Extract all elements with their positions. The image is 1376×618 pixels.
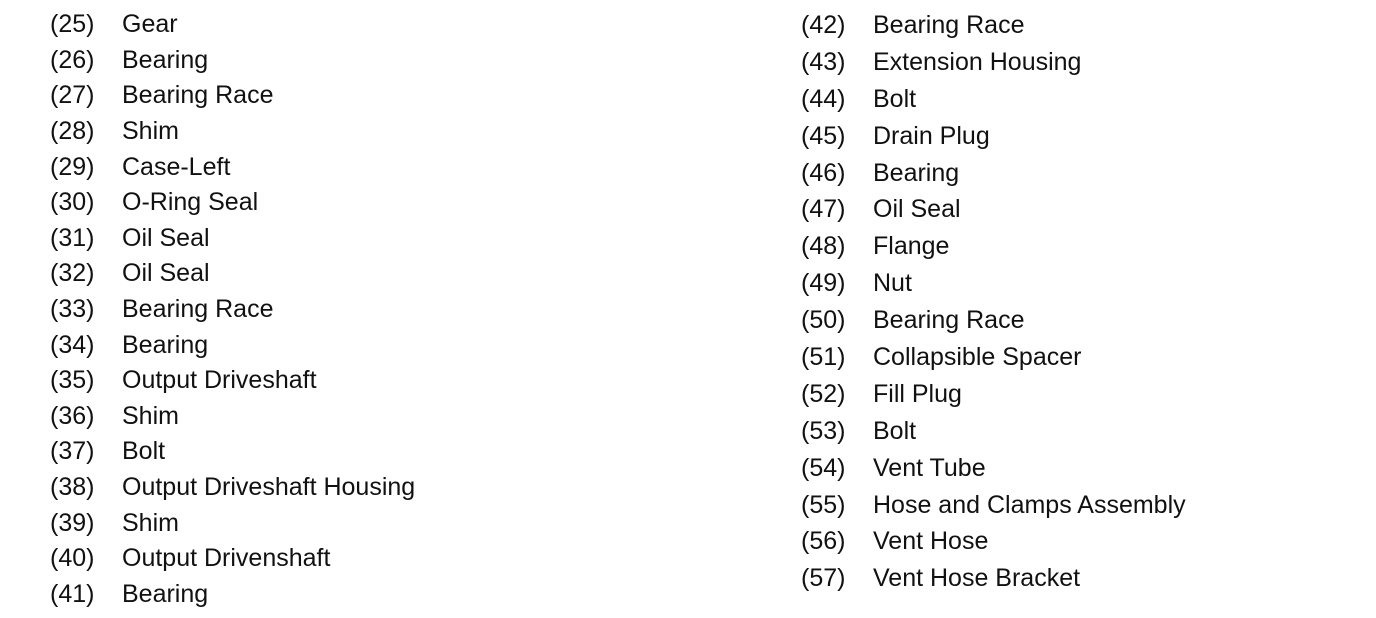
part-name: O-Ring Seal [122,188,259,217]
part-item [801,413,1186,450]
part-number: (36) [50,401,95,430]
part-number: (29) [50,152,95,181]
part-item [50,185,415,221]
part-number: (33) [50,295,95,324]
part-name: Case-Left [122,152,231,181]
part-name: Bolt [122,437,166,466]
part-item [50,399,415,435]
part-number: (49) [801,269,846,298]
part-name: Bearing [122,579,209,608]
part-name: Oil Seal [122,223,210,252]
part-item [801,81,1186,118]
part-item [50,470,415,506]
part-number: (40) [50,544,95,573]
part-number: (45) [801,121,846,150]
part-name: Fill Plug [873,379,962,408]
part-name: Shim [122,401,179,430]
part-item [801,7,1186,44]
part-name: Flange [873,232,950,261]
part-number: (39) [50,508,95,537]
part-number: (37) [50,437,95,466]
part-item [801,487,1186,524]
part-name: Extension Housing [873,47,1082,76]
part-name: Nut [873,269,912,298]
part-item [801,155,1186,192]
part-item [50,541,415,577]
part-number: (52) [801,379,846,408]
part-number: (38) [50,473,95,502]
part-name: Shim [122,117,179,146]
part-number: (25) [50,10,95,39]
part-item [801,302,1186,339]
part-item [50,114,415,150]
part-item [50,292,415,328]
part-item [50,221,415,257]
part-item [801,228,1186,265]
part-name: Vent Hose Bracket [873,564,1081,593]
part-item [801,523,1186,560]
part-item [50,505,415,541]
part-name: Gear [122,10,178,39]
part-name: Shim [122,508,179,537]
part-number: (57) [801,564,846,593]
part-item [50,577,415,613]
part-number: (41) [50,579,95,608]
part-number: (44) [801,84,846,113]
part-number: (34) [50,330,95,359]
part-item [801,118,1186,155]
part-name: Vent Hose [873,527,989,556]
part-item [801,265,1186,302]
part-item [50,43,415,79]
part-number: (43) [801,47,846,76]
part-number: (55) [801,490,846,519]
part-number: (46) [801,158,846,187]
parts-list-right-column [801,7,1186,597]
part-name: Oil Seal [122,259,210,288]
part-item [50,7,415,43]
part-name: Bearing [873,158,960,187]
part-number: (35) [50,366,95,395]
part-item [801,191,1186,228]
part-item [50,256,415,292]
part-number: (28) [50,117,95,146]
part-name: Output Driveshaft [122,366,317,395]
part-number: (32) [50,259,95,288]
part-name: Output Drivenshaft [122,544,331,573]
part-item [801,376,1186,413]
part-number: (27) [50,81,95,110]
part-number: (53) [801,416,846,445]
part-name: Drain Plug [873,121,990,150]
part-item [50,327,415,363]
part-number: (26) [50,45,95,74]
part-item [50,363,415,399]
part-number: (30) [50,188,95,217]
part-name: Output Driveshaft Housing [122,473,416,502]
part-number: (51) [801,342,846,371]
part-number: (42) [801,10,846,39]
parts-list-left-column [50,7,415,612]
part-item [50,78,415,114]
part-name: Bearing Race [122,81,274,110]
part-number: (50) [801,306,846,335]
part-name: Bearing [122,45,209,74]
part-item [50,149,415,185]
part-item [801,44,1186,81]
part-name: Bolt [873,84,917,113]
part-name: Bearing [122,330,209,359]
part-number: (31) [50,223,95,252]
part-name: Bearing Race [873,306,1025,335]
part-number: (54) [801,453,846,482]
part-name: Collapsible Spacer [873,342,1082,371]
part-number: (56) [801,527,846,556]
part-name: Bearing Race [873,10,1025,39]
part-name: Vent Tube [873,453,986,482]
part-item [801,560,1186,597]
part-name: Oil Seal [873,195,961,224]
part-name: Bolt [873,416,917,445]
part-item [801,339,1186,376]
part-name: Bearing Race [122,295,274,324]
part-item [50,434,415,470]
part-name: Hose and Clamps Assembly [873,490,1186,519]
part-number: (48) [801,232,846,261]
part-number: (47) [801,195,846,224]
part-item [801,450,1186,487]
